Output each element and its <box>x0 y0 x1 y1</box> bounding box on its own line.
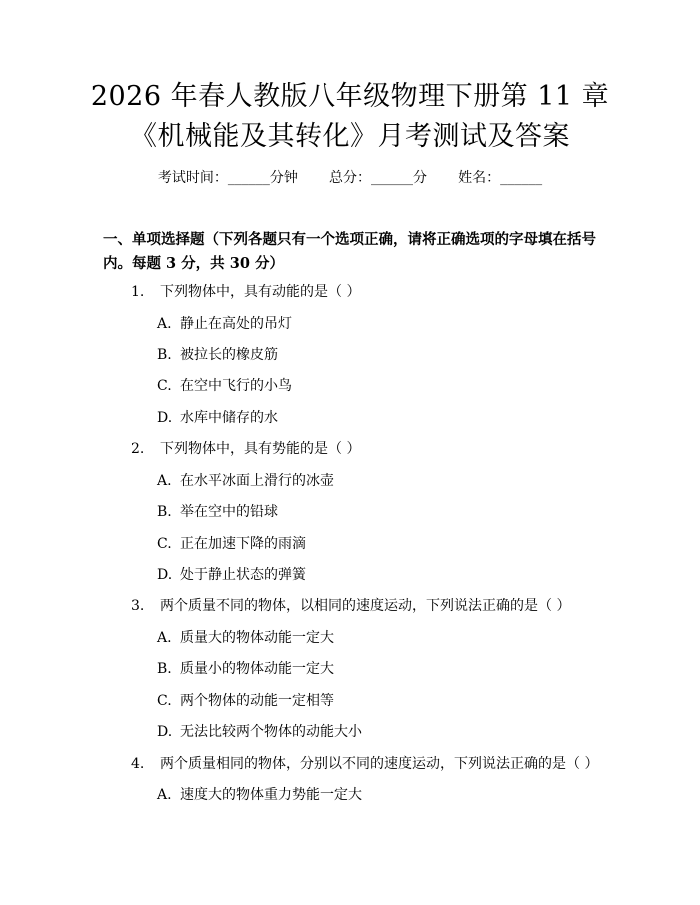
q3-option-c <box>157 691 334 711</box>
question-number: 3. <box>131 598 145 614</box>
question-3 <box>131 596 570 616</box>
q2-option-b <box>157 502 278 522</box>
q3-option-b <box>157 659 334 679</box>
score-blank: ______ <box>371 170 413 186</box>
option-letter: D. <box>157 724 173 740</box>
option-letter: B. <box>157 504 172 520</box>
time-blank: ______ <box>227 170 270 186</box>
option-letter: A. <box>157 630 172 646</box>
option-text: 水库中储存的水 <box>180 410 278 426</box>
question-text: 两个质量不同的物体，以相同的速度运动，下列说法正确的是（ ） <box>160 598 571 614</box>
option-text: 静止在高处的吊灯 <box>180 316 292 332</box>
q1-option-d <box>157 408 278 428</box>
q2-option-d <box>157 565 306 585</box>
score-unit: 分 <box>413 170 427 186</box>
q2-option-c <box>157 534 306 554</box>
option-letter: C. <box>157 693 172 709</box>
question-text: 两个质量相同的物体，分别以不同的速度运动，下列说法正确的是（ ） <box>160 756 599 772</box>
option-text: 质量大的物体动能一定大 <box>180 630 334 646</box>
time-label: 考试时间： <box>157 170 228 186</box>
title-line-1: 2026 年春人教版八年级物理下册第 11 章 <box>90 81 610 112</box>
option-letter: A. <box>157 787 172 803</box>
time-unit: 分钟 <box>269 170 298 186</box>
option-text: 质量小的物体动能一定大 <box>180 661 334 677</box>
question-1 <box>131 282 360 302</box>
name-blank: ______ <box>500 170 543 186</box>
option-text: 正在加速下降的雨滴 <box>180 536 306 552</box>
option-text: 在水平冰面上滑行的冰壶 <box>180 473 334 489</box>
option-letter: A. <box>157 316 172 332</box>
option-letter: C. <box>157 536 172 552</box>
option-letter: A. <box>157 473 172 489</box>
option-text: 在空中飞行的小鸟 <box>180 378 292 394</box>
q2-option-a <box>157 471 334 491</box>
option-text: 无法比较两个物体的动能大小 <box>180 724 362 740</box>
option-letter: B. <box>157 347 172 363</box>
option-letter: D. <box>157 410 173 426</box>
title-line-2: 《机械能及其转化》月考测试及答案 <box>130 121 570 152</box>
score-label: 总分： <box>329 170 371 186</box>
option-text: 速度大的物体重力势能一定大 <box>180 787 362 803</box>
option-letter: B. <box>157 661 172 677</box>
q3-option-d <box>157 722 362 742</box>
q1-option-b <box>157 345 278 365</box>
q3-option-a <box>157 628 334 648</box>
option-text: 处于静止状态的弹簧 <box>180 567 306 583</box>
option-letter: C. <box>157 378 172 394</box>
question-number: 4. <box>131 756 145 772</box>
q1-option-a <box>157 314 292 334</box>
option-text: 两个物体的动能一定相等 <box>180 693 334 709</box>
option-letter: D. <box>157 567 173 583</box>
question-text: 下列物体中，具有动能的是（ ） <box>160 284 361 300</box>
section-heading: 一、单项选择题（下列各题只有一个选项正确，请将正确选项的字母填在括号内。每题 3 分，共 30 分） <box>103 231 596 272</box>
q1-option-c <box>157 376 292 396</box>
question-2 <box>131 439 360 459</box>
option-text: 被拉长的橡皮筋 <box>180 347 278 363</box>
exam-info-line <box>0 168 700 188</box>
q4-option-a <box>157 785 362 805</box>
name-label: 姓名： <box>458 170 501 186</box>
question-text: 下列物体中，具有势能的是（ ） <box>160 441 361 457</box>
question-number: 1. <box>131 284 145 300</box>
question-number: 2. <box>131 441 145 457</box>
question-4 <box>131 754 598 774</box>
option-text: 举在空中的铅球 <box>180 504 278 520</box>
